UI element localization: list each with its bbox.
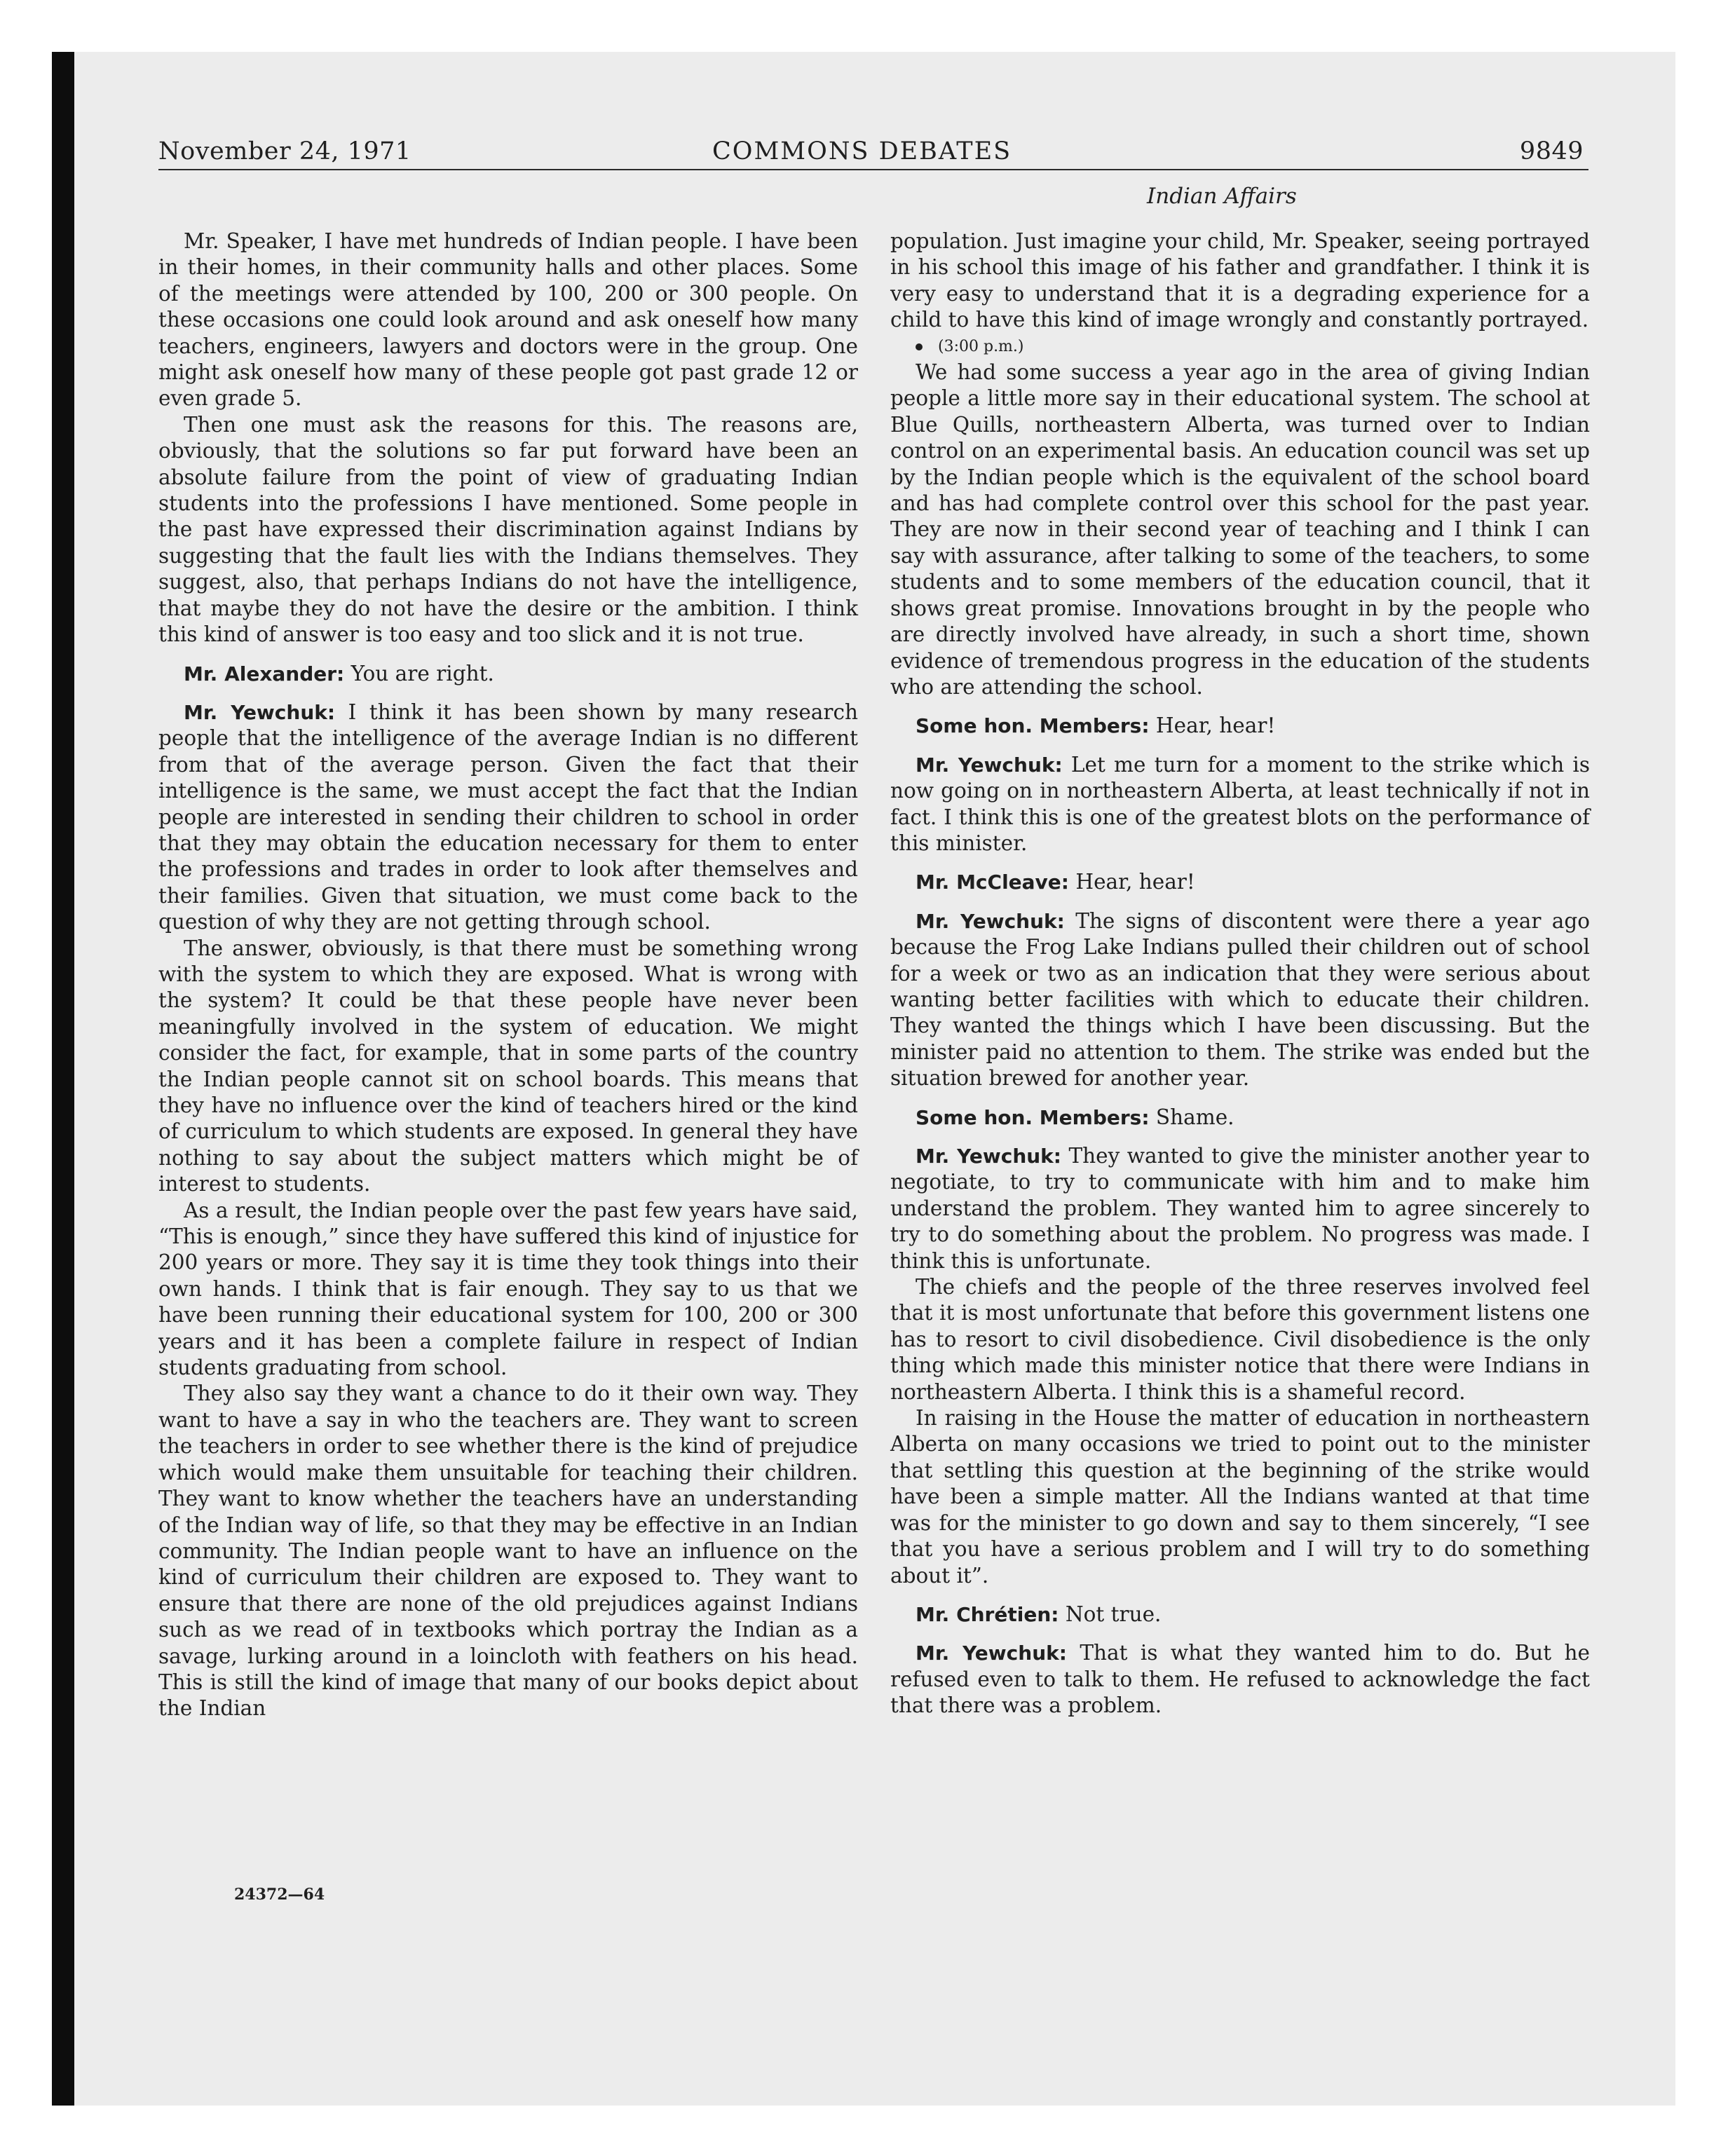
header-date: November 24, 1971 bbox=[158, 137, 411, 165]
speech bbox=[158, 661, 858, 687]
paragraph: In raising in the House the matter of education in northeastern Alberta on many occasions we tried to point out to the minister that settling this question at the beginning of the strike would have been a simple matter. All the Indians wanted at that time was for the minister to go down and say to them sincerely, “I see that you have a serious problem and I will try to do something about it”. bbox=[890, 1406, 1590, 1588]
speaker-name: Mr. Alexander: bbox=[184, 662, 345, 685]
speech bbox=[158, 700, 858, 936]
speaker-name: Mr. McCleave: bbox=[916, 871, 1069, 894]
speech bbox=[890, 869, 1590, 895]
header-page-number: 9849 bbox=[1519, 137, 1584, 165]
speech-text: They wanted to give the minister another year to negotiate, to try to communicate with him and to make him understand the problem. They wanted him to agree sincerely to try to do something about the problem. No progress was made. I think this is unfortunate. bbox=[890, 1144, 1590, 1273]
speech-text: Let me turn for a moment to the strike which is now going on in northeastern Alberta, at least technically if not in fact. I think this is one of the greatest blots on the performance of this minister. bbox=[890, 752, 1590, 855]
speech-text: That is what they wanted him to do. But he refused even to talk to them. He refused to acknowledge the fact that there was a problem. bbox=[890, 1641, 1590, 1718]
section-title: Indian Affairs bbox=[1147, 184, 1297, 209]
speech bbox=[890, 1105, 1590, 1131]
speech-text: You are right. bbox=[344, 661, 494, 685]
paragraph: The answer, obviously, is that there must be something wrong with the system to which they are exposed. What is wrong with the system? It could be that these people have never been meaningfully involved in the system of education. We might consider the fact, for example, that in some parts of the country the Indian people cannot sit on school boards. This means that they have no influence over the kind of teachers hired or the kind of curriculum to which students are exposed. In general they have nothing to say about the subject matters which might be of interest to students. bbox=[158, 936, 858, 1196]
left-column bbox=[158, 228, 858, 1722]
speaker-name: Mr. Chrétien: bbox=[916, 1602, 1059, 1626]
time-text: (3:00 p.m.) bbox=[938, 337, 1024, 355]
speech bbox=[890, 752, 1590, 857]
paragraph: Mr. Speaker, I have met hundreds of Indian people. I have been in their homes, in their community halls and other places. Some of the meetings were attended by 100, 200 or 300 people. On these occasions one could look around and ask oneself how many teachers, engineers, lawyers and doctors were in the group. One might ask oneself how many of these people got past grade 12 or even grade 5. bbox=[158, 229, 858, 411]
speech-text: Shame. bbox=[1149, 1105, 1234, 1129]
right-column bbox=[890, 228, 1590, 1719]
paragraph: We had some success a year ago in the area of giving Indian people a little more say in their educational system. The school at Blue Quills, northeastern Alberta, was turned over to Indian control on an experimental basis. An education council was set up by the Indian people which is the equivalent of the school board and has had complete control over this school for the past year. They are now in their second year of teaching and I think I can say with assurance, after talking to some of the teachers, to some students and to some members of the education council, that it shows great promise. Innovations brought in by the people who are directly involved have already, in such a short time, shown evidence of tremendous progress in the education of the students who are attending the school. bbox=[890, 360, 1590, 699]
paragraph: As a result, the Indian people over the past few years have said, “This is enough,” since they have suffered this kind of injustice for 200 years or more. They say it is time they took things into their own hands. I think that is fair enough. They say to us that we have been running their educational system for 100, 200 or 300 years and it has been a complete failure in respect of Indian students graduating from school. bbox=[158, 1198, 858, 1380]
header-rule bbox=[158, 169, 1588, 170]
speech-text: Hear, hear! bbox=[1069, 870, 1195, 894]
speech bbox=[890, 1602, 1590, 1628]
speech bbox=[890, 908, 1590, 1092]
speech-text: I think it has been shown by many research people that the intelligence of the average Indian is no different from that of the average person. Given the fact that their intelligence is the same, we must accept the fact that the Indian people are interested in sending their children to school in order that they may obtain the education necessary for them to enter the professions and trades in order to look after themselves and their families. Given that situation, we must come back to the question of why they are not getting through school. bbox=[158, 700, 858, 934]
speaker-name: Some hon. Members: bbox=[916, 1105, 1150, 1129]
header-title: COMMONS DEBATES bbox=[712, 137, 1012, 165]
speech bbox=[890, 1640, 1590, 1719]
paragraph: Then one must ask the reasons for this. The reasons are, obviously, that the solutions so far put forward have been an absolute failure from the point of view of graduating Indian students into the professions I have mentioned. Some people in the past have expressed their discrimination against Indians by suggesting that the fault lies with the Indians themselves. They suggest, also, that perhaps Indians do not have the intelligence, that maybe they do not have the desire or the ambition. I think this kind of answer is too easy and too slick and it is not true. bbox=[158, 412, 858, 647]
speaker-name: Mr. Yewchuk: bbox=[916, 753, 1063, 777]
speaker-name: Mr. Yewchuk: bbox=[916, 1145, 1061, 1168]
paragraph: population. Just imagine your child, Mr. Speaker, seeing portrayed in his school this image of his father and grandfather. I think it is very easy to understand that it is a degrading experience for a child to have this kind of image wrongly and constantly portrayed. bbox=[890, 229, 1590, 332]
speech-text: The signs of discontent were there a year ago because the Frog Lake Indians pulled their children out of school for a week or two as an indication that they were serious about wanting better facilities with which to educate their children. They wanted the things which I have been discussing. But the minister paid no attention to them. The strike was ended but the situation brewed for another year. bbox=[890, 908, 1590, 1091]
footer-code: 24372—64 bbox=[234, 1885, 325, 1904]
paragraph: They also say they want a chance to do it their own way. They want to have a say in who the teachers are. They want to screen the teachers in order to see whether there is the kind of prejudice which would make them unsuitable for teaching their children. They want to know whether the teachers have an understanding of the Indian way of life, so that they may be effective in an Indian community. The Indian people want to have an influence on the kind of curriculum their children are exposed to. They want to ensure that there are none of the old prejudices against Indians such as we read of in textbooks which portray the Indian as a savage, lurking around in a loincloth with feathers on his head. This is still the kind of image that many of our books depict about the Indian bbox=[158, 1381, 858, 1721]
bullet-icon bbox=[916, 343, 923, 350]
speech bbox=[890, 713, 1590, 739]
paragraph: The chiefs and the people of the three reserves involved feel that it is most unfortunate that before this government listens one has to resort to civil disobedience. Civil disobedience is the only thing which made this minister notice that there were Indians in northeastern Alberta. I think this is a shameful record. bbox=[890, 1275, 1590, 1404]
speaker-name: Mr. Yewchuk: bbox=[184, 700, 336, 724]
binding-edge bbox=[52, 52, 74, 2106]
speaker-name: Mr. Yewchuk: bbox=[916, 1642, 1067, 1665]
speech-text: Not true. bbox=[1059, 1602, 1162, 1626]
speech-text: Hear, hear! bbox=[1149, 714, 1276, 738]
speaker-name: Mr. Yewchuk: bbox=[916, 909, 1065, 933]
speech bbox=[890, 1143, 1590, 1274]
time-stamp bbox=[890, 334, 1590, 360]
speaker-name: Some hon. Members: bbox=[916, 714, 1150, 738]
